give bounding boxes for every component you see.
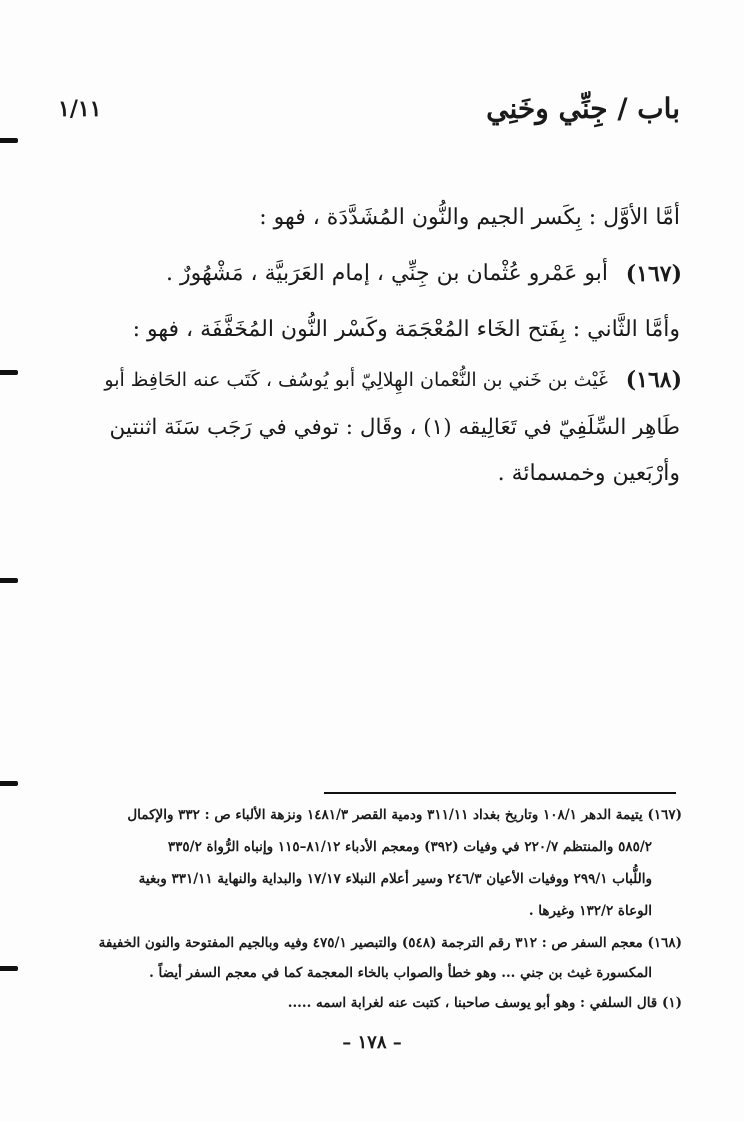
edge-mark — [0, 138, 18, 143]
page-reference: ١/١١ — [58, 96, 102, 122]
footnote-168-line-2: المكسورة غيث بن جني ... وهو خطأ والصواب بالخاء المعجمة كما في معجم السفر أيضاً . — [149, 965, 652, 981]
paragraph-first-section: أمَّا الأوَّل : بِكَسر الجيم والنُّون المُشَدَّدَة ، فهو : — [259, 205, 680, 230]
entry-168-line-1: غَيْث بن خَني بن النُّعْمان الهِلالِيّ أبو يُوسُف ، كَتَب عنه الحَافِظ أبو — [104, 369, 608, 391]
page-number: – ١٧٨ – — [342, 1032, 402, 1053]
edge-mark — [0, 370, 18, 375]
entry-number-168: (١٦٨) — [625, 367, 682, 393]
footnote-167-line-4: الوعاة ١٣٢/٢ وغيرها . — [528, 903, 652, 919]
page-header — [50, 92, 680, 132]
entry-168-line-3: وأرْبَعين وخمسمائة . — [497, 461, 680, 486]
footnote-1: (١) قال السلفي : وهو أبو يوسف صاحبنا ، كتبت عنه لغرابة اسمه ..... — [287, 995, 682, 1011]
footnote-167-line-3: واللُّباب ٢٩٩/١ ووفيات الأعيان ٢٤٦/٣ وسير أعلام النبلاء ١٧/١٧ والبداية والنهاية ٣٣١/١١ وبغية — [138, 871, 652, 887]
footnote-168-line-1: (١٦٨) معجم السفر ص : ٣١٢ رقم الترجمة (٥٤٨) والتبصير ٤٧٥/١ وفيه وبالجيم المفتوحة والنون الخفيفة — [98, 935, 682, 951]
entry-168-line-2: طَاهِر السِّلَفِيّ في تَعَالِيقه (١) ، وقَال : توفي في رَجَب سَنَة اثنتين — [109, 415, 680, 440]
footnote-separator — [324, 792, 676, 794]
edge-mark — [0, 578, 18, 583]
footnote-167-line-2: ٥٨٥/٢ والمنتظم ٢٢٠/٧ في وفيات (٣٩٢) ومعجم الأدباء ٨١/١٢–١١٥ وإنباه الرُّواة ٣٣٥/٢ — [167, 839, 652, 855]
entry-167-text: أبو عَمْرو عُثْمان بن جِنِّي ، إمام العَرَبيَّة ، مَشْهُورٌ . — [165, 261, 608, 286]
running-title: باب / جِنِّي وخَنِي — [486, 92, 680, 125]
paragraph-second-section: وأمَّا الثَّاني : بِفَتح الخَاء المُعْجَمَة وكَسْر النُّون المُخَفَّفَة ، فهو : — [132, 317, 680, 342]
edge-mark — [0, 966, 18, 971]
footnote-167-line-1: (١٦٧) يتيمة الدهر ١٠٨/١ وتاريخ بغداد ٣١١/١١ ودمية القصر ١٤٨١/٣ ونزهة الألباء ص : ٣٣٢ والإكمال — [127, 807, 682, 823]
main-text — [100, 196, 680, 496]
entry-number-167: (١٦٧) — [625, 261, 682, 287]
footnotes — [48, 800, 682, 1020]
edge-mark — [0, 781, 18, 786]
